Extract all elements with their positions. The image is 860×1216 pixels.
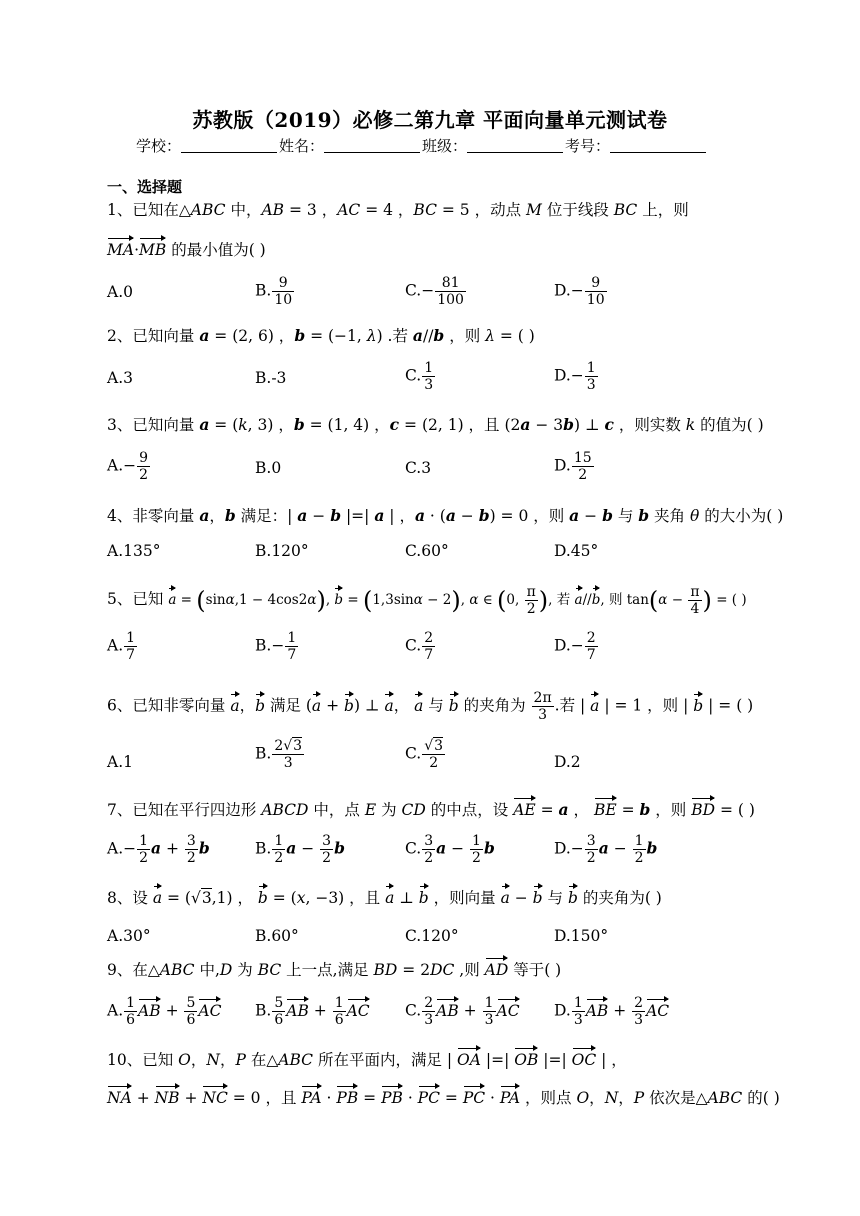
option-d[interactable]: D.2 bbox=[554, 753, 581, 771]
option-d[interactable]: D.150° bbox=[554, 927, 609, 945]
question-5: 5、已知 a = (sinα,1 − 4cos2α), b = (1,3sinα − 2), α ∈ (0, $\frac{\pi}{2}$ ), 若 a//b, 则 tan(α − $\frac{\pi}{4}$ ) = ( ) bbox=[107, 584, 747, 617]
option-d[interactable]: D. $\frac{1}{3}$ AB + $\frac{2}{3}$ AC bbox=[554, 995, 670, 1028]
question-10: 10、已知 O，N，P 在△ABC 所在平面内，满足 | OA |=| OB |=| OC | ， bbox=[107, 1051, 627, 1069]
name-label: 姓名： bbox=[279, 137, 325, 155]
option-b[interactable]: B. $\frac{5}{6}$ AB + $\frac{1}{6}$ AC bbox=[255, 995, 370, 1028]
option-a[interactable]: A. $\frac{1}{7}$ bbox=[107, 630, 136, 663]
option-b[interactable]: B. $\frac{2√3}{3}$ bbox=[255, 738, 303, 771]
option-a[interactable]: A.1 bbox=[107, 753, 133, 771]
option-a[interactable]: A. $\frac{1}{6}$ AB + $\frac{5}{6}$ AC bbox=[107, 995, 222, 1028]
option-b[interactable]: B.60° bbox=[255, 927, 299, 945]
option-b[interactable]: B.0 bbox=[255, 459, 282, 477]
option-c[interactable]: C.− $\frac{81}{100}$ bbox=[405, 275, 464, 308]
question-1-line2: MA·MB 的最小值为( ) bbox=[107, 241, 266, 259]
question-1: 1、已知在△ABC 中，AB = 3 ，AC = 4 ，BC = 5 ，动点 M 位于线段 BC 上，则 bbox=[107, 201, 689, 219]
option-d[interactable]: D.− $\frac{9}{10}$ bbox=[554, 275, 605, 308]
option-d[interactable]: D.− $\frac{1}{3}$ bbox=[554, 360, 596, 393]
name-blank[interactable] bbox=[324, 138, 420, 153]
question-8: 8、设 a = (√3,1) ， b = (x, −3) ，且 a ⊥ b ，则向量 a − b 与 b 的夹角为( ) bbox=[107, 889, 662, 907]
school-blank[interactable] bbox=[181, 138, 277, 153]
question-3: 3、已知向量 a = (k, 3) ，b = (1, 4) ，c = (2, 1) ，且 (2a − 3b) ⊥ c ，则实数 k 的值为( ) bbox=[107, 415, 764, 434]
option-b[interactable]: B.120° bbox=[255, 542, 309, 560]
option-c[interactable]: C.3 bbox=[405, 459, 432, 477]
option-c[interactable]: C. $\frac{3}{2}$ a − $\frac{1}{2}$ b bbox=[405, 833, 495, 866]
option-d[interactable]: D.45° bbox=[554, 542, 599, 560]
option-c[interactable]: C. $\frac{2}{3}$ AB + $\frac{1}{3}$ AC bbox=[405, 995, 520, 1028]
exam-no-blank[interactable] bbox=[610, 138, 706, 153]
class-label: 班级： bbox=[422, 137, 468, 155]
option-b[interactable]: B. $\frac{9}{10}$ bbox=[255, 275, 293, 308]
page-title: 苏教版（2019）必修二第九章 平面向量单元测试卷 bbox=[192, 108, 668, 132]
section-heading: 一、选择题 bbox=[107, 178, 183, 196]
question-4: 4、非零向量 a，b 满足：| a − b |=| a | ，a · (a − b) = 0 ，则 a − b 与 b 夹角 θ 的大小为( ) bbox=[107, 506, 784, 525]
option-b[interactable]: B. $\frac{1}{2}$ a − $\frac{3}{2}$ b bbox=[255, 833, 345, 866]
option-a[interactable]: A.3 bbox=[107, 369, 133, 387]
question-7: 7、已知在平行四边形 ABCD 中，点 E 为 CD 的中点，设 AE = a ， BE = b ，则 BD = ( ) bbox=[107, 800, 755, 819]
question-2: 2、已知向量 a = (2, 6) ，b = (−1, λ) .若 a//b ，则 λ = ( ) bbox=[107, 326, 535, 345]
option-c[interactable]: C.120° bbox=[405, 927, 459, 945]
option-c[interactable]: C. $\frac{√3}{2}$ bbox=[405, 738, 444, 771]
option-a[interactable]: A.30° bbox=[107, 927, 151, 945]
question-6: 6、已知非零向量 a，b 满足 (a + b) ⊥ a， a 与 b 的夹角为 $\frac{2\pi}{3}$ .若 | a | = 1 ，则 | b | = ( ) bbox=[107, 690, 754, 723]
student-info-line bbox=[136, 135, 708, 156]
option-a[interactable]: A.135° bbox=[107, 542, 161, 560]
option-d[interactable]: D. $\frac{15}{2}$ bbox=[554, 450, 592, 483]
option-c[interactable]: C. $\frac{1}{3}$ bbox=[405, 360, 434, 393]
option-c[interactable]: C. $\frac{2}{7}$ bbox=[405, 630, 434, 663]
option-d[interactable]: D.− $\frac{2}{7}$ bbox=[554, 630, 596, 663]
option-b[interactable]: B.-3 bbox=[255, 369, 287, 387]
option-a[interactable]: A.− $\frac{9}{2}$ bbox=[107, 450, 149, 483]
exam-no-label: 考号： bbox=[565, 137, 611, 155]
option-d[interactable]: D.− $\frac{3}{2}$ a − $\frac{1}{2}$ b bbox=[554, 833, 658, 866]
school-label: 学校： bbox=[136, 137, 182, 155]
option-a[interactable]: A.0 bbox=[107, 283, 133, 301]
option-a[interactable]: A.− $\frac{1}{2}$ a + $\frac{3}{2}$ b bbox=[107, 833, 210, 866]
question-10-line2: NA + NB + NC = 0 ，且 PA · PB = PB · PC = PC · PA ，则点 O，N，P 依次是△ABC 的( ) bbox=[107, 1089, 780, 1107]
question-9: 9、在△ABC 中,D 为 BC 上一点,满足 BD = 2DC ,则 AD 等于( ) bbox=[107, 961, 562, 979]
class-blank[interactable] bbox=[467, 138, 563, 153]
option-b[interactable]: B.− $\frac{1}{7}$ bbox=[255, 630, 297, 663]
option-c[interactable]: C.60° bbox=[405, 542, 449, 560]
